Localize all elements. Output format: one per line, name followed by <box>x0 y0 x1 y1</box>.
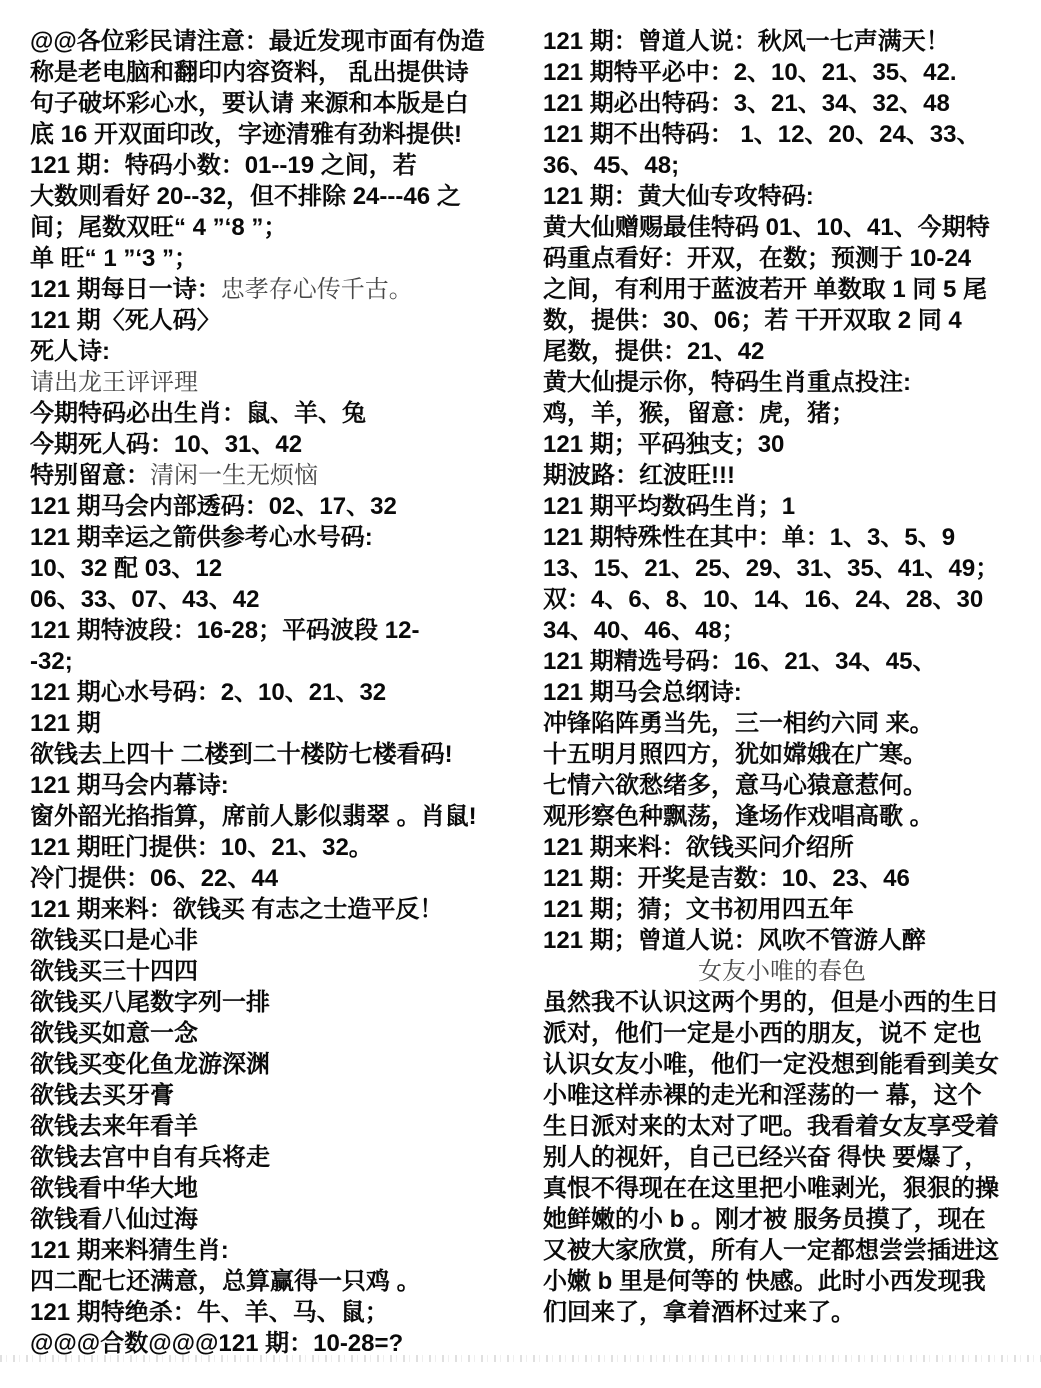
text-line <box>30 243 525 274</box>
tip-text: 冷门提供：06、22、44 <box>30 865 279 892</box>
tip-text: 欲钱买口是心非 <box>30 927 198 954</box>
tip-text: 121 期马会内幕诗: <box>30 772 229 799</box>
tip-text: 121 期特绝杀：牛、羊、马、鼠； <box>30 1299 389 1326</box>
tip-text: 121 期马会内部透码：02、17、32 <box>30 493 397 520</box>
tip-text: 小唯这样赤裸的走光和淫荡的一 幕，这个 <box>543 1082 982 1109</box>
tip-text: 121 期；曾道人说：风吹不管游人醉 <box>543 927 926 954</box>
text-line <box>543 398 1021 429</box>
tip-text: 小嫩 b 里是何等的 快感。此时小西发现我 <box>543 1268 986 1295</box>
text-line <box>543 1142 1021 1173</box>
tip-text: 36、45、48; <box>543 152 680 179</box>
text-line <box>543 894 1021 925</box>
tip-text: 121 期来料猜生肖: <box>30 1237 229 1264</box>
tip-text: 121 期特波段：16-28；平码波段 12- <box>30 617 420 644</box>
text-line <box>30 646 525 677</box>
text-line <box>30 1266 525 1297</box>
text-line <box>30 956 525 987</box>
tip-text: 欲钱去买牙膏 <box>30 1082 174 1109</box>
tip-text: 双：4、6、8、10、14、16、24、28、30 <box>543 586 984 613</box>
text-line <box>30 491 525 522</box>
text-line <box>30 367 525 398</box>
tip-text: 欲钱去宫中自有兵将走 <box>30 1144 270 1171</box>
tip-text: 34、40、46、48； <box>543 617 746 644</box>
tip-text: 码重点看好：开双，在数；预测于 10-24 <box>543 245 972 272</box>
text-line <box>543 522 1021 553</box>
tip-text: 欲钱看中华大地 <box>30 1175 198 1202</box>
text-line <box>30 1080 525 1111</box>
text-line <box>543 243 1021 274</box>
text-line <box>543 677 1021 708</box>
text-line <box>30 739 525 770</box>
text-line <box>30 57 525 88</box>
tip-text: 真恨不得现在在这里把小唯剥光，狠狠的操 <box>543 1175 999 1202</box>
tip-text: 间；尾数双旺“ 4 ”‘8 ”； <box>30 214 288 241</box>
text-line <box>543 739 1021 770</box>
poem-text: 请出龙王评评理 <box>30 368 198 396</box>
tip-text: @@各位彩民请注意：最近发现市面有伪造 <box>30 28 485 55</box>
scan-noise-strip <box>0 1355 1041 1362</box>
text-line <box>543 212 1021 243</box>
text-line <box>543 708 1021 739</box>
text-line <box>30 150 525 181</box>
tip-text: 121 期必出特码：3、21、34、32、48 <box>543 90 950 117</box>
text-line <box>30 26 525 57</box>
tip-text: 121 期精选号码：16、21、34、45、 <box>543 648 937 675</box>
tip-text: 称是老电脑和翻印内容资料， 乱出提供诗 <box>30 59 469 86</box>
text-line <box>30 212 525 243</box>
tip-text: 大数则看好 20--32，但不排除 24---46 之 <box>30 183 461 210</box>
text-line <box>543 150 1021 181</box>
text-line <box>543 987 1021 1018</box>
tip-text: 句子破坏彩心水，要认请 来源和本版是白 <box>30 90 469 117</box>
text-line <box>543 429 1021 460</box>
text-line <box>543 1173 1021 1204</box>
text-line <box>30 894 525 925</box>
tip-text: 黄大仙提示你，特码生肖重点投注: <box>543 369 911 396</box>
tip-text: 121 期；猜；文书初用四五年 <box>543 896 854 923</box>
tip-text: 生日派对来的太对了吧。我看着女友享受着 <box>543 1113 999 1140</box>
text-line <box>543 367 1021 398</box>
tip-text: 认识女友小唯，他们一定没想到能看到美女 <box>543 1051 999 1078</box>
text-line <box>543 26 1021 57</box>
text-line <box>30 770 525 801</box>
text-line <box>30 801 525 832</box>
text-line <box>30 336 525 367</box>
text-line <box>30 863 525 894</box>
tip-text: 欲钱买三十四四 <box>30 958 198 985</box>
tip-text: 之间，有利用于蓝波若开 单数取 1 同 5 尾 <box>543 276 988 303</box>
tip-text: 今期特码必出生肖：鼠、羊、兔 <box>30 400 366 427</box>
tip-text: 121 期不出特码： 1、12、20、24、33、 <box>543 121 981 148</box>
poem-text: 忠孝存心传千古。 <box>220 275 413 303</box>
tip-text: 121 期特平必中：2、10、21、35、42. <box>543 59 957 86</box>
tip-text: 单 旺“ 1 ”‘3 ”； <box>30 245 199 272</box>
tip-text: 欲钱买如意一念 <box>30 1020 198 1047</box>
text-line <box>543 1049 1021 1080</box>
text-line <box>543 646 1021 677</box>
tip-text: 特别留意： <box>30 462 150 489</box>
text-line <box>543 336 1021 367</box>
tip-text: 欲钱看八仙过海 <box>30 1206 198 1233</box>
tip-text: 121 期特殊性在其中：单：1、3、5、9 <box>543 524 956 551</box>
text-line <box>543 801 1021 832</box>
text-line <box>543 832 1021 863</box>
text-line <box>543 1080 1021 1111</box>
text-line <box>543 460 1021 491</box>
text-line <box>30 1111 525 1142</box>
tip-text: 她鲜嫩的小 b 。刚才被 服务员摸了，现在 <box>543 1206 986 1233</box>
tip-text: 121 期旺门提供：10、21、32。 <box>30 834 373 861</box>
text-line <box>30 274 525 305</box>
tip-text: 121 期心水号码：2、10、21、32 <box>30 679 387 706</box>
tip-text: 欲钱去来年看羊 <box>30 1113 198 1140</box>
tip-text: 死人诗: <box>30 338 110 365</box>
text-line <box>30 1235 525 1266</box>
tip-text: 121 期来料：欲钱买问介绍所 <box>543 834 854 861</box>
text-line <box>543 491 1021 522</box>
tip-text: 黄大仙赠赐最佳特码 01、10、41、今期特 <box>543 214 990 241</box>
text-line <box>30 398 525 429</box>
tip-text: 121 期：曾道人说：秋风一七声满天！ <box>543 28 950 55</box>
tip-text: @@@合数@@@121 期：10-28=? <box>30 1330 404 1357</box>
tip-text: 欲钱买八尾数字列一排 <box>30 989 270 1016</box>
tip-text: 数，提供：30、06；若 干开双取 2 同 4 <box>543 307 962 334</box>
text-line <box>30 1018 525 1049</box>
tip-text: 121 期；平码独支；30 <box>543 431 785 458</box>
text-line <box>543 956 1021 987</box>
text-line <box>543 553 1021 584</box>
tip-text: -32; <box>30 648 73 675</box>
tip-text: 四二配七还满意，总算赢得一只鸡 。 <box>30 1268 421 1295</box>
tip-text: 观形察色种飘荡，逢场作戏唱高歌 。 <box>543 803 934 830</box>
text-line <box>30 584 525 615</box>
text-line <box>30 553 525 584</box>
right-column <box>543 26 1021 1328</box>
tip-text: 七情六欲愁绪多，意马心猿意惹何。 <box>543 772 927 799</box>
tip-text: 窗外韶光掐指算，席前人影似翡翠 。肖鼠! <box>30 803 477 830</box>
text-line <box>543 925 1021 956</box>
tip-text: 121 期：黄大仙专攻特码: <box>543 183 814 210</box>
tip-text: 又被大家欣赏，所有人一定都想尝尝插进这 <box>543 1237 999 1264</box>
text-line <box>30 832 525 863</box>
text-line <box>30 88 525 119</box>
tip-text: 派对，他们一定是小西的朋友，说不 定也 <box>543 1020 982 1047</box>
text-line <box>30 429 525 460</box>
text-line <box>30 305 525 336</box>
text-line <box>543 1266 1021 1297</box>
tip-text: 欲钱买变化鱼龙游深渊 <box>30 1051 270 1078</box>
text-line <box>543 274 1021 305</box>
tip-text: 底 16 开双面印改，字迹清雅有劲料提供! <box>30 121 463 148</box>
tip-text: 121 期幸运之箭供参考心水号码: <box>30 524 373 551</box>
tip-text: 今期死人码：10、31、42 <box>30 431 303 458</box>
text-line <box>543 1204 1021 1235</box>
tip-text: 期波路：红波旺!!! <box>543 462 735 489</box>
text-line <box>30 1049 525 1080</box>
tip-text: 尾数，提供：21、42 <box>543 338 765 365</box>
text-line <box>30 987 525 1018</box>
text-line <box>543 615 1021 646</box>
tip-text: 10、32 配 03、12 <box>30 555 223 582</box>
text-line <box>30 522 525 553</box>
tip-text: 别人的视奸，自己已经兴奋 得快 要爆了， <box>543 1144 989 1171</box>
text-line <box>30 1173 525 1204</box>
text-line <box>30 677 525 708</box>
tip-text: 十五明月照四方，犹如嫦娥在广寒。 <box>543 741 927 768</box>
tip-text: 鸡，羊，猴，留意：虎，猪； <box>543 400 855 427</box>
tip-text: 121 期：开奖是吉数：10、23、46 <box>543 865 910 892</box>
tip-text: 们回来了，拿着酒杯过来了。 <box>543 1299 855 1326</box>
text-line <box>30 1204 525 1235</box>
text-line <box>30 1142 525 1173</box>
tip-text: 欲钱去上四十 二楼到二十楼防七楼看码! <box>30 741 453 768</box>
text-line <box>30 119 525 150</box>
tip-text: 06、33、07、43、42 <box>30 586 260 613</box>
text-line <box>543 770 1021 801</box>
tip-text: 121 期〈死人码〉 <box>30 307 221 334</box>
text-line <box>30 708 525 739</box>
tip-text: 121 期平均数码生肖；1 <box>543 493 796 520</box>
text-line <box>543 119 1021 150</box>
tip-text: 虽然我不认识这两个男的，但是小西的生日 <box>543 989 999 1016</box>
tip-text: 冲锋陷阵勇当先，三一相约六同 来。 <box>543 710 934 737</box>
text-line <box>543 863 1021 894</box>
text-line <box>30 925 525 956</box>
text-line <box>543 1297 1021 1328</box>
tip-text: 121 期来料：欲钱买 有志之士造平反！ <box>30 896 444 923</box>
tip-text: 121 期马会总纲诗: <box>543 679 742 706</box>
text-line <box>543 305 1021 336</box>
left-column <box>30 26 525 1359</box>
tip-text: 13、15、21、25、29、31、35、41、49； <box>543 555 1000 582</box>
text-line <box>543 57 1021 88</box>
text-line <box>543 1235 1021 1266</box>
text-line <box>30 181 525 212</box>
text-line <box>543 88 1021 119</box>
poem-text: 清闲一生无烦恼 <box>150 461 318 489</box>
tip-text: 121 期 <box>30 710 101 737</box>
text-line <box>543 584 1021 615</box>
text-line <box>30 1297 525 1328</box>
poem-text: 女友小唯的春色 <box>698 957 866 985</box>
text-line <box>543 1018 1021 1049</box>
text-line <box>30 615 525 646</box>
tip-text: 121 期每日一诗： <box>30 276 221 303</box>
text-line <box>30 460 525 491</box>
tip-text: 121 期：特码小数：01--19 之间，若 <box>30 152 417 179</box>
text-line <box>543 181 1021 212</box>
text-line <box>543 1111 1021 1142</box>
